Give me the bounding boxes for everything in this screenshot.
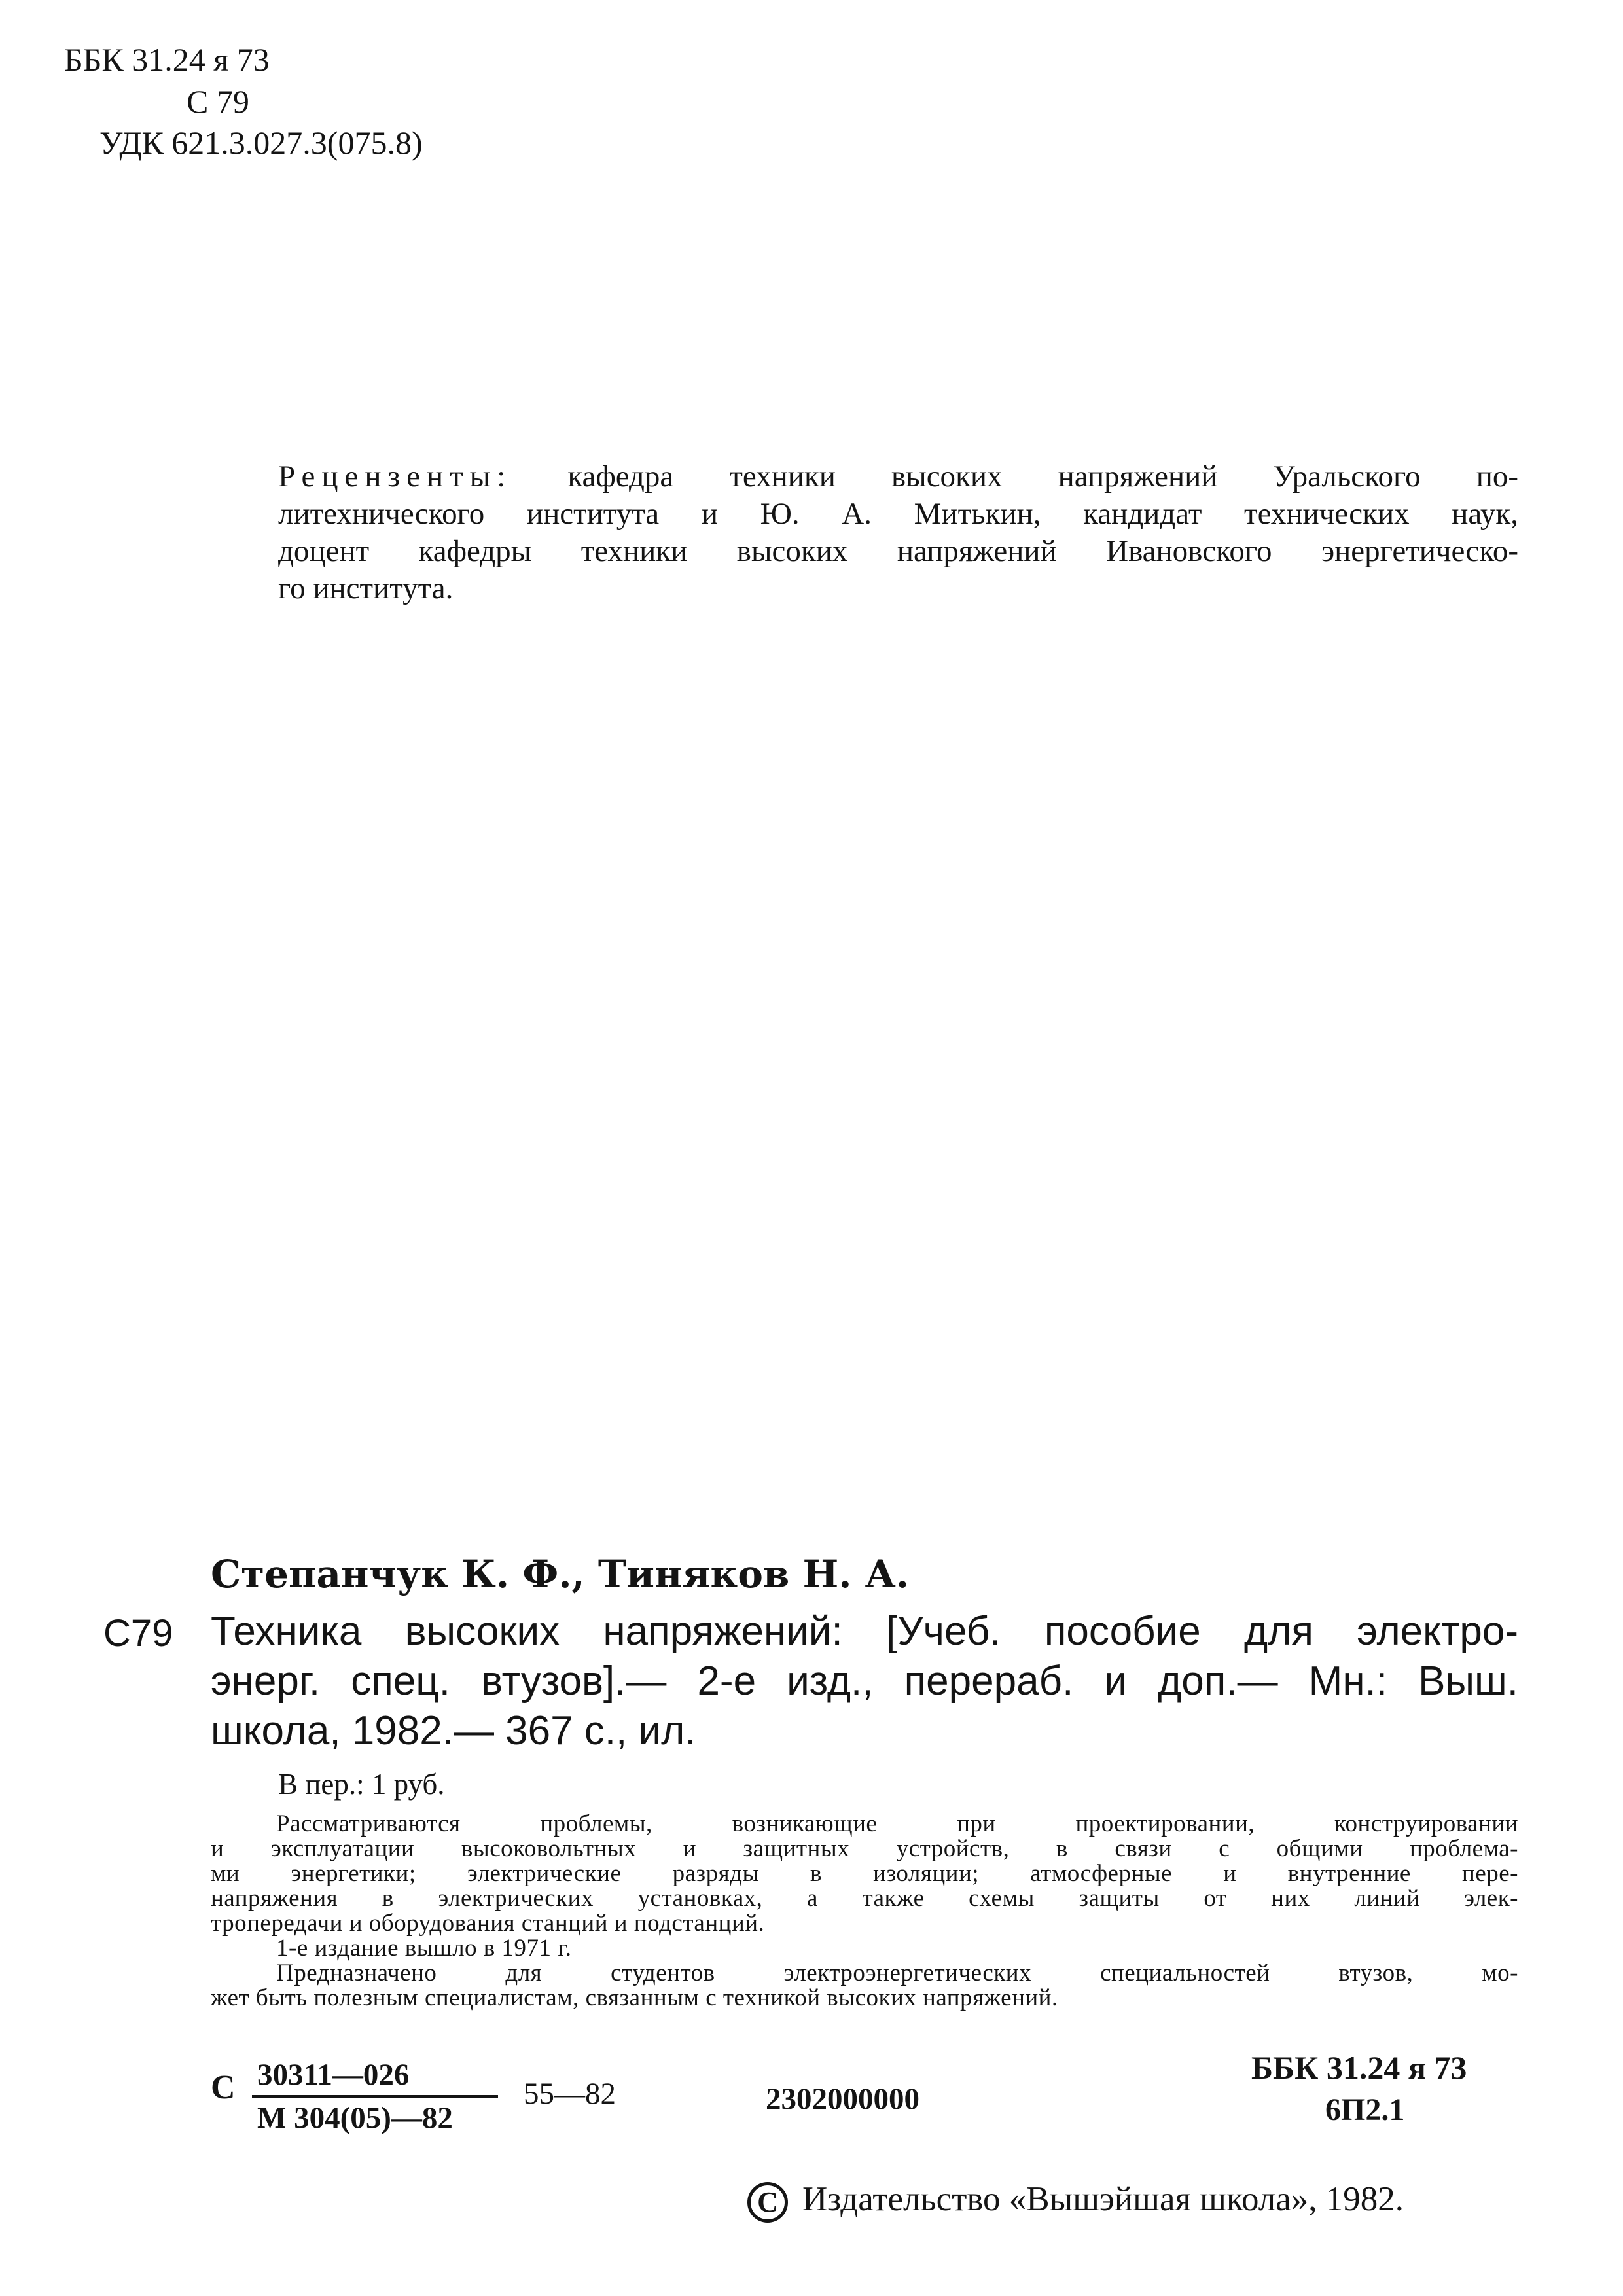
reviewers-line-1	[278, 458, 1518, 495]
reviewers-line-3: доцент кафедры техники высоких напряжений Ивановского энергетическо-	[278, 534, 1518, 568]
annotation-line-3: ми энергетики; электрические разряды в изоляции; атмосферные и внутренние пере-	[211, 1860, 1518, 1887]
author-mark: С 79	[187, 83, 249, 120]
card-title-line-3: школа, 1982.— 367 с., ил.	[211, 1708, 696, 1753]
reviewers-line-2: литехнического института и Ю. А. Митькин, кандидат технических наук,	[278, 497, 1518, 531]
annotation-line-1: Рассматриваются проблемы, возникающие при проектировании, конструировании	[276, 1810, 1518, 1837]
annotation-line-4: напряжения в электрических установках, а также схемы защиты от них линий элек-	[211, 1885, 1518, 1912]
first-edition-note: 1-е издание вышло в 1971 г.	[276, 1935, 572, 1962]
copyright-line	[747, 2179, 1404, 2223]
code-suffix: 55—82	[524, 2077, 616, 2111]
card-price: В пер.: 1 руб.	[278, 1768, 445, 1801]
bottom-bbk-code: ББК 31.24 я 73	[1251, 2049, 1467, 2086]
card-title-line-1: Техника высоких напряжений: [Учеб. пособие для электро-	[211, 1609, 1518, 1654]
bbk-code: ББК 31.24 я 73	[64, 41, 270, 78]
reviewers-line-4: го института.	[278, 571, 454, 605]
card-title-line-2: энерг. спец. втузов].— 2-е изд., перераб. и доп.— Мн.: Выш.	[211, 1659, 1518, 1704]
code-numerator: 30311—026	[252, 2057, 498, 2098]
reviewers-label: Рецензенты:	[278, 459, 512, 493]
card-authors: Степанчук К. Ф., Тиняков Н. А.	[211, 1552, 910, 1596]
code-prefix: С	[211, 2069, 236, 2106]
udk-code: УДК 621.3.027.3(075.8)	[99, 124, 423, 161]
secondary-code: 6П2.1	[1325, 2092, 1405, 2127]
card-annotation	[211, 1812, 1518, 2011]
code-fraction	[252, 2057, 498, 2136]
card-code: С79	[103, 1612, 173, 1655]
code-number: 2302000000	[766, 2082, 919, 2116]
reviewers-paragraph	[278, 458, 1518, 607]
annotation-line-2: и эксплуатации высоковольтных и защитных устройств, в связи с общими проблема-	[211, 1835, 1518, 1862]
annotation-line-5: тропередачи и оборудования станций и подстанций.	[211, 1910, 765, 1937]
card-title	[211, 1607, 1518, 1756]
code-denominator: М 304(05)—82	[257, 2101, 453, 2135]
purpose-line-1: Предназначено для студентов электроэнергетических специальностей втузов, мо-	[276, 1960, 1518, 1986]
purpose-line-2: жет быть полезным специалистам, связанным с техникой высоких напряжений.	[211, 1984, 1058, 2011]
copyright-icon: C	[747, 2182, 788, 2223]
copyright-text: Издательство «Вышэйшая школа», 1982.	[802, 2180, 1404, 2218]
reviewers-text: кафедра техники высоких напряжений Уральского по-	[567, 459, 1518, 493]
